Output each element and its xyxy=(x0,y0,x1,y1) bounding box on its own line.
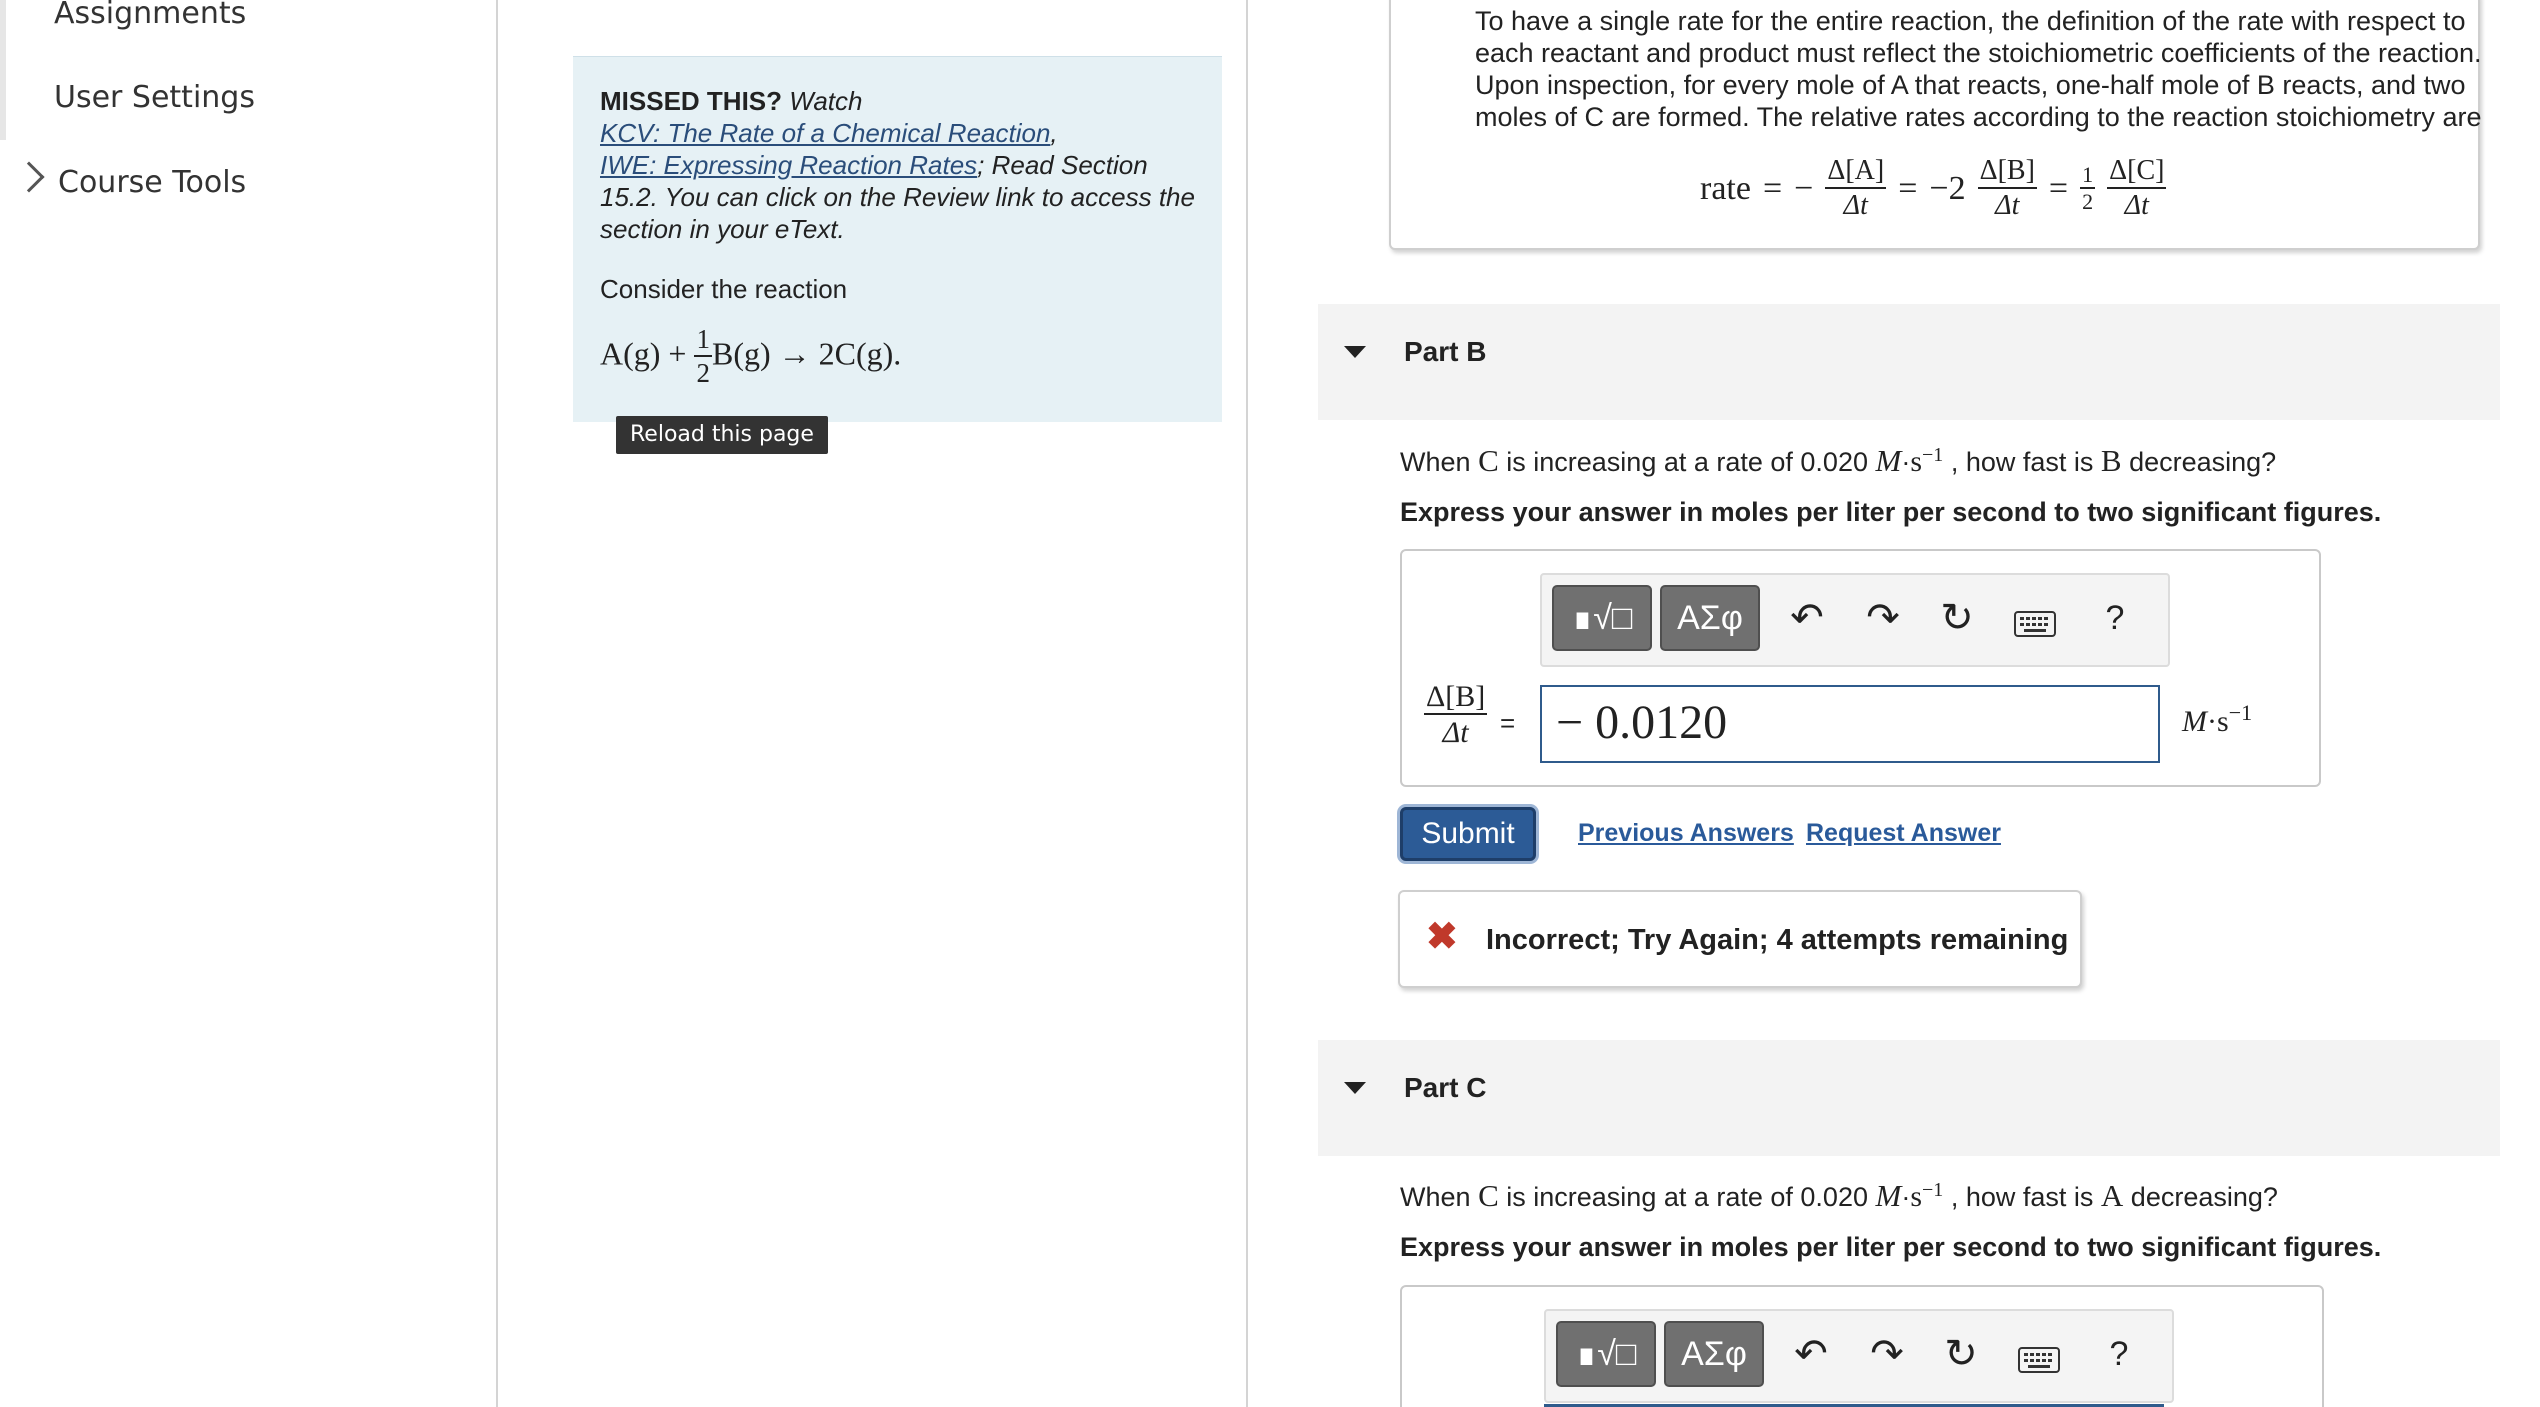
fraction-dC-dt xyxy=(2107,156,2166,222)
equals-sign: = xyxy=(2048,170,2069,208)
frac-num: Δ[A] xyxy=(1825,156,1886,189)
q-unit: s xyxy=(1910,445,1923,478)
feedback-box xyxy=(1398,890,2082,988)
q-text: , how fast is xyxy=(1950,447,2094,477)
q-species: C xyxy=(1478,443,1499,478)
q-text: When xyxy=(1400,447,1471,477)
hint-line: moles of C are formed. The relative rates according to the reaction stoichiometry are xyxy=(1475,102,2482,132)
reset-icon[interactable]: ↻ xyxy=(1940,596,1974,640)
missed-this-box xyxy=(573,56,1222,422)
reset-icon[interactable]: ↻ xyxy=(1944,1332,1978,1376)
reaction-left: A(g) + xyxy=(600,335,687,372)
rate-equation xyxy=(1700,156,2166,222)
unit-dot: · xyxy=(2207,705,2217,738)
q-target: A xyxy=(2100,1178,2124,1213)
unit-s: s xyxy=(2217,705,2229,738)
missed-this-label: MISSED THIS? xyxy=(600,86,783,116)
read-section-text-2: 15.2. You can click on the Review link to access the xyxy=(600,182,1195,212)
undo-icon[interactable]: ↶ xyxy=(1790,596,1824,640)
reaction-coefficient xyxy=(694,325,712,389)
redo-icon[interactable]: ↷ xyxy=(1870,1332,1904,1376)
greek-symbols-button[interactable]: ΑΣφ xyxy=(1664,1321,1764,1387)
q-text: decreasing? xyxy=(2129,447,2277,477)
frac-den: Δt xyxy=(2124,189,2149,221)
redo-icon[interactable]: ↷ xyxy=(1866,596,1900,640)
incorrect-x-icon: ✖ xyxy=(1426,916,1458,958)
sidebar-item-user-settings[interactable]: User Settings xyxy=(54,80,255,115)
q-unit: s xyxy=(1910,1180,1923,1213)
frac-den: Δt xyxy=(1843,189,1868,221)
q-species: C xyxy=(1478,1178,1499,1213)
part-b-answer-input[interactable]: − 0.0120 xyxy=(1540,685,2160,763)
frac-num: 1 xyxy=(2080,163,2095,189)
q-target: B xyxy=(2100,443,2122,478)
q-unit: · xyxy=(1901,1182,1911,1212)
sidebar-item-label: Course Tools xyxy=(58,165,247,200)
previous-answers-link[interactable]: Previous Answers xyxy=(1578,819,1794,847)
equals-sign: = xyxy=(1898,170,1918,208)
read-section-text: ; Read Section xyxy=(977,150,1148,180)
part-b-label: Part B xyxy=(1404,336,1487,367)
missed-this-line xyxy=(600,85,862,117)
iwe-video-link[interactable]: IWE: Expressing Reaction Rates xyxy=(600,150,978,180)
lhs-fraction xyxy=(1424,680,1487,751)
q-unit-exponent: −1 xyxy=(1922,1179,1944,1201)
sidebar-item-assignments[interactable]: Assignments xyxy=(54,0,247,31)
q-unit-exponent: −1 xyxy=(1922,444,1944,466)
q-text: decreasing? xyxy=(2130,1182,2278,1212)
q-unit: M xyxy=(1875,1178,1902,1213)
part-b-question xyxy=(1400,443,2276,479)
help-icon[interactable]: ? xyxy=(2105,599,2125,637)
unit-M: M xyxy=(2182,705,2207,738)
hint-line: Upon inspection, for every mole of A that reacts, one-half mole of B reacts, and two xyxy=(1475,70,2466,100)
consider-text: Consider the reaction xyxy=(600,274,848,304)
rate-symbol: rate xyxy=(1700,170,1751,208)
answer-equals: = xyxy=(1500,708,1516,738)
hint-line: each reactant and product must reflect the stoichiometric coefficients of the reaction. xyxy=(1475,38,2482,68)
undo-icon[interactable]: ↶ xyxy=(1794,1332,1828,1376)
video-link-line xyxy=(600,117,1058,149)
frac-den: 2 xyxy=(2082,189,2094,215)
read-section-line2 xyxy=(600,181,1195,213)
reaction-equation xyxy=(600,325,901,389)
hint-line: To have a single rate for the entire reaction, the definition of the rate with respect to xyxy=(1475,6,2466,36)
reload-page-button[interactable]: Reload this page xyxy=(616,416,828,454)
templates-button[interactable]: ∎√□ xyxy=(1552,585,1652,651)
submit-button[interactable]: Submit xyxy=(1400,807,1536,861)
iwe-link-line xyxy=(600,149,1148,181)
fraction-dB-dt xyxy=(1978,156,2037,222)
part-b-header[interactable] xyxy=(1318,304,2500,420)
coef-num: 1 xyxy=(694,325,712,357)
part-b-instructions: Express your answer in moles per liter per second to two significant figures. xyxy=(1400,497,2382,527)
fraction-dA-dt xyxy=(1825,156,1886,222)
keyboard-icon[interactable] xyxy=(2018,1347,2060,1373)
help-icon[interactable]: ? xyxy=(2109,1335,2129,1373)
sidebar xyxy=(0,0,498,1407)
fraction-one-half xyxy=(2080,163,2095,216)
unit-exponent: −1 xyxy=(2228,700,2253,725)
read-section-line3 xyxy=(600,213,845,245)
collapse-triangle-icon xyxy=(1344,1082,1366,1094)
neg-two-coefficient: −2 xyxy=(1929,170,1966,208)
watch-text: Watch xyxy=(789,86,863,116)
greek-symbols-button[interactable]: ΑΣφ xyxy=(1660,585,1760,651)
part-c-math-toolbar xyxy=(1544,1309,2174,1403)
q-text: is increasing at a rate of 0.020 xyxy=(1506,447,1868,477)
q-text: , how fast is xyxy=(1950,1182,2094,1212)
answer-lhs xyxy=(1424,680,1487,751)
frac-num: Δ[C] xyxy=(2107,156,2166,189)
read-section-text-3: section in your eText. xyxy=(600,214,845,244)
reaction-right: B(g) → 2C(g). xyxy=(711,335,902,372)
part-c-question xyxy=(1400,1178,2278,1214)
q-text: is increasing at a rate of 0.020 xyxy=(1506,1182,1868,1212)
part-c-label: Part C xyxy=(1404,1072,1487,1103)
equals-sign: = xyxy=(1762,170,1783,208)
minus-sign: − xyxy=(1794,170,1814,208)
keyboard-icon[interactable] xyxy=(2014,611,2056,637)
request-answer-link[interactable]: Request Answer xyxy=(1806,819,2001,847)
q-text: When xyxy=(1400,1182,1471,1212)
kcv-video-link[interactable]: KCV: The Rate of a Chemical Reaction xyxy=(600,118,1051,148)
part-c-header[interactable] xyxy=(1318,1040,2500,1156)
part-b-math-toolbar xyxy=(1540,573,2170,667)
coef-den: 2 xyxy=(696,357,710,388)
q-unit: · xyxy=(1901,447,1911,477)
link-separator: , xyxy=(1050,118,1058,148)
frac-den: Δt xyxy=(1442,716,1469,749)
answer-units xyxy=(2182,700,2252,739)
sidebar-active-indicator xyxy=(0,0,6,140)
templates-button[interactable]: ∎√□ xyxy=(1556,1321,1656,1387)
q-unit: M xyxy=(1875,443,1902,478)
frac-num: Δ[B] xyxy=(1978,156,2037,189)
feedback-message: Incorrect; Try Again; 4 attempts remaining xyxy=(1486,924,2069,956)
collapse-triangle-icon xyxy=(1344,346,1366,358)
frac-den: Δt xyxy=(1995,189,2020,221)
frac-num: Δ[B] xyxy=(1426,680,1486,713)
part-c-instructions: Express your answer in moles per liter per second to two significant figures. xyxy=(1400,1232,2382,1262)
chevron-right-icon xyxy=(13,161,44,192)
hint-text xyxy=(1475,5,2482,133)
